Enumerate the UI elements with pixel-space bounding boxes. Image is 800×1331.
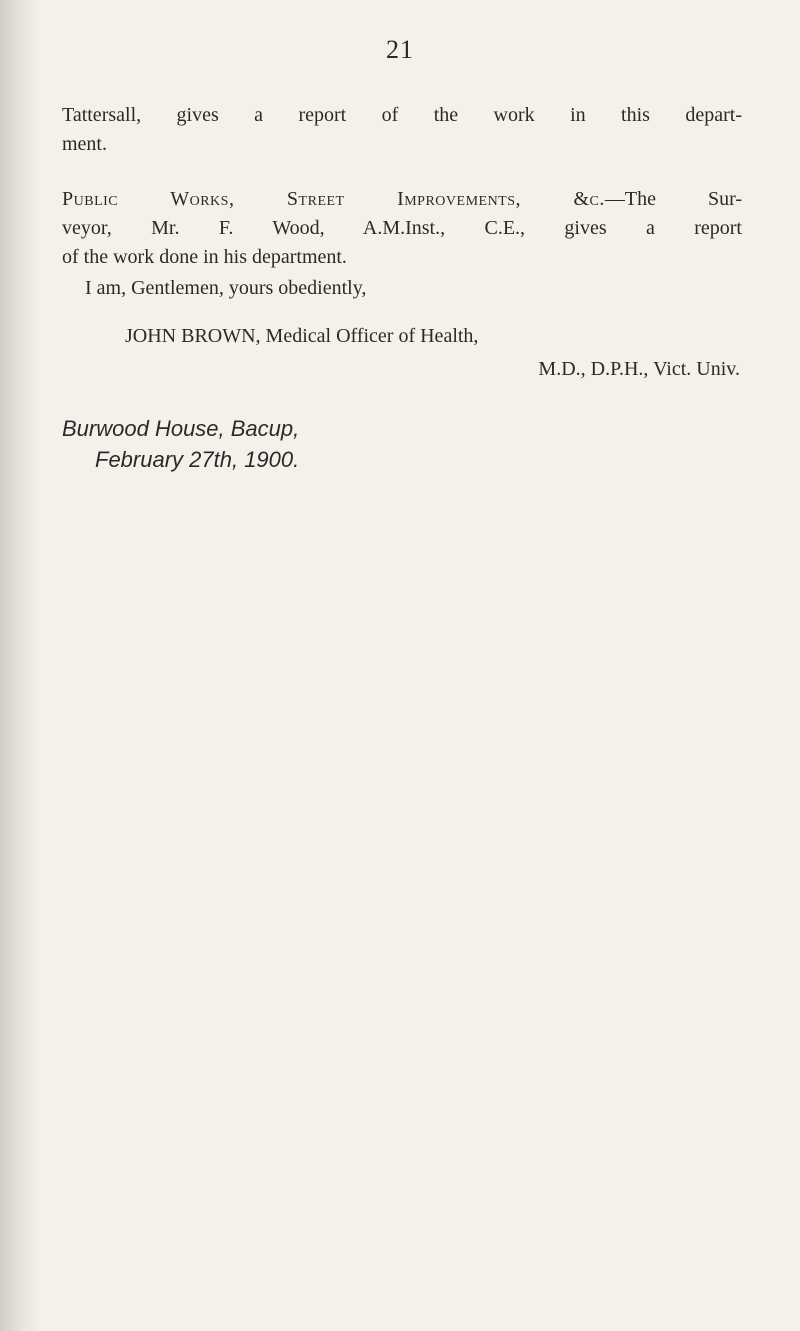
address-place: Burwood House, Bacup,: [62, 416, 300, 441]
signature-qualifications: M.D., D.P.H., Vict. Univ.: [538, 358, 740, 380]
paragraph-line: ment.: [62, 133, 107, 155]
paragraph-tattersall: [62, 101, 742, 159]
page-edge-shadow: [0, 0, 40, 1331]
page-number: 21: [386, 35, 414, 64]
signature-name: JOHN BROWN, Medical Officer of Health,: [125, 325, 479, 347]
section-heading: Public Works, Street Improvements, &c.: [62, 188, 605, 210]
paragraph-line: of the work done in his department.: [62, 246, 347, 268]
paragraph-line: veyor, Mr. F. Wood, A.M.Inst., C.E., gives a report: [62, 217, 742, 239]
paragraph-line: [62, 185, 742, 214]
paragraph-line: Tattersall, gives a report of the work in this depart-: [62, 104, 742, 126]
paragraph-text: —The Sur-: [604, 188, 742, 210]
paragraph-public-works: [62, 185, 742, 272]
closing-salutation: I am, Gentlemen, yours obediently,: [85, 277, 367, 299]
address-date: February 27th, 1900.: [95, 447, 300, 472]
